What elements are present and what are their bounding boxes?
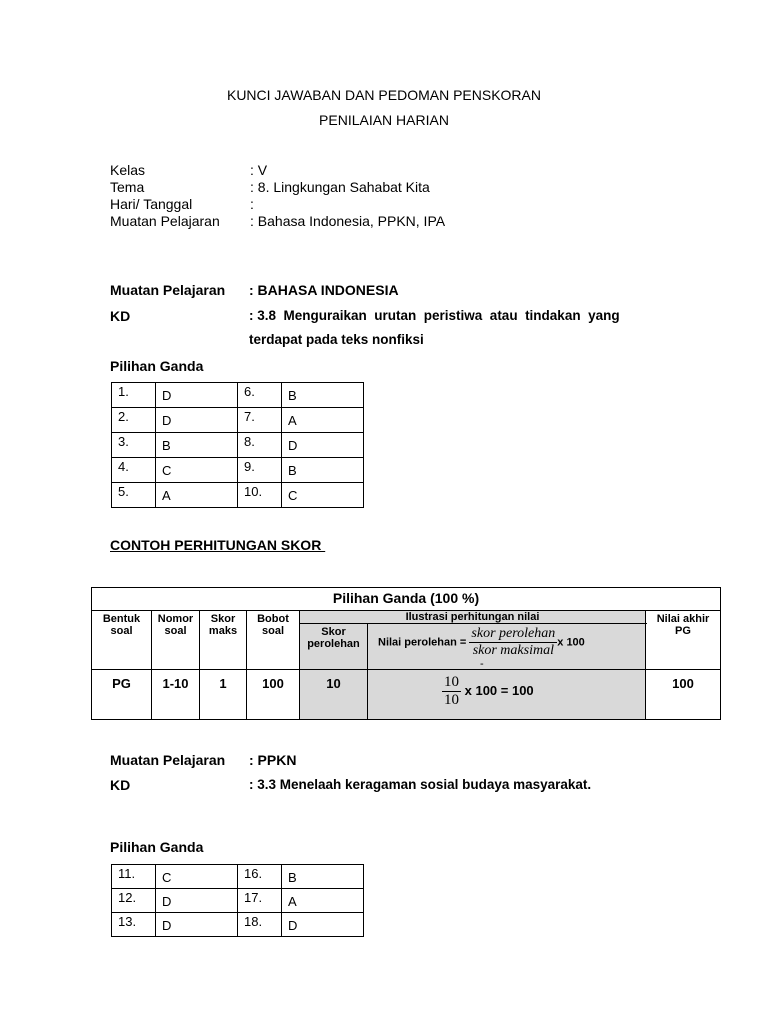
question-number: 4. [118,459,129,474]
col-skor-perolehan: Skor perolehan [300,624,368,670]
fraction-denominator: skor maksimal [472,643,554,658]
question-number: 9. [244,459,255,474]
answer-value: B [288,463,297,478]
answer-value: D [162,388,172,403]
muatan-value-2: : PPKN [249,752,297,768]
meta-block [110,162,710,232]
answer-table-2 [111,864,364,937]
meta-value: : [250,196,254,212]
calc-numerator: 10 [444,674,459,690]
answer-value: C [162,870,172,885]
kd-label-2: KD [110,777,131,793]
answer-value: D [162,894,172,909]
row-nomor: 1-10 [152,670,200,720]
question-number: 8. [244,434,255,449]
meta-value: : Bahasa Indonesia, PPKN, IPA [250,213,446,229]
calc-fraction [442,674,461,709]
answer-value: A [288,413,297,428]
question-number: 10. [244,484,263,499]
col-ilustrasi: Ilustrasi perhitungan nilai [300,611,646,624]
question-number: 1. [118,384,129,399]
question-number: 13. [118,914,137,929]
question-number: 6. [244,384,255,399]
answer-row [112,889,364,913]
answer-row [112,433,364,458]
question-number: 11. [118,866,136,881]
doc-title: KUNCI JAWABAN DAN PEDOMAN PENSKORAN [226,87,541,103]
col-nilai-akhir: Nilai akhir PG [646,611,721,670]
muatan-label-2: Muatan Pelajaran [110,752,226,768]
answer-value: D [162,918,172,933]
question-number: 12. [118,890,137,905]
col-bentuk: Bentuk soal [92,611,152,670]
pilihan-ganda-label-2: Pilihan Ganda [110,839,204,855]
answer-value: B [288,388,297,403]
kd-value-cont: terdapat pada teks nonfiksi [249,332,424,347]
row-skor: 1 [200,670,247,720]
question-number: 17. [244,890,263,905]
answer-row [112,913,364,937]
col-skor: Skor maks [200,611,247,670]
row-perolehan: 10 [300,670,368,720]
question-number: 2. [118,409,129,424]
muatan-label: Muatan Pelajaran [110,282,226,298]
row-bobot: 100 [247,670,300,720]
nilai-fraction [469,626,557,659]
kd-label: KD [110,308,131,324]
row-calc [368,670,646,720]
answer-value: D [288,918,298,933]
nilai-dash: - [480,658,484,670]
answer-value: D [288,438,298,453]
question-number: 18. [244,914,263,929]
nilai-multiplier: x 100 [557,636,585,649]
meta-label: Muatan Pelajaran [110,213,220,229]
question-number: 3. [118,434,129,449]
nilai-label: Nilai perolehan = [378,636,467,649]
col-nilai-perolehan [368,624,646,670]
muatan-value: : BAHASA INDONESIA [249,282,399,298]
meta-label: Kelas [110,162,146,178]
answer-row [112,408,364,433]
question-number: 16. [244,866,263,881]
answer-row [112,865,364,889]
kd-value-2: : 3.3 Menelaah keragaman sosial budaya masyarakat. [249,777,592,792]
score-table-title: Pilihan Ganda (100 %) [92,588,721,611]
meta-label: Hari/ Tanggal [110,196,193,212]
doc-subtitle: PENILAIAN HARIAN [319,112,449,128]
row-bentuk: PG [92,670,152,720]
kd-value: : 3.8 Menguraikan urutan peristiwa atau tindakan yang [249,308,620,323]
col-nomor: Nomor soal [152,611,200,670]
answer-value: A [288,894,297,909]
answer-row [112,383,364,408]
answer-row [112,483,364,508]
fraction-numerator: skor perolehan [471,626,556,641]
col-bobot: Bobot soal [247,611,300,670]
question-number: 5. [118,484,129,499]
answer-value: C [288,488,298,503]
answer-value: D [162,413,172,428]
score-table [91,587,721,720]
answer-value: C [162,463,172,478]
meta-value: : V [250,162,268,178]
answer-table [111,382,364,508]
answer-value: B [162,438,171,453]
pilihan-ganda-label: Pilihan Ganda [110,358,204,374]
meta-value: : 8. Lingkungan Sahabat Kita [250,179,430,195]
answer-value: A [162,488,171,503]
row-akhir: 100 [646,670,721,720]
answer-value: B [288,870,297,885]
question-number: 7. [244,409,255,424]
contoh-heading: CONTOH PERHITUNGAN SKOR [110,537,326,553]
meta-label: Tema [110,179,145,195]
answer-row [112,458,364,483]
calc-result: x 100 = 100 [464,682,534,698]
calc-denominator: 10 [444,692,459,708]
